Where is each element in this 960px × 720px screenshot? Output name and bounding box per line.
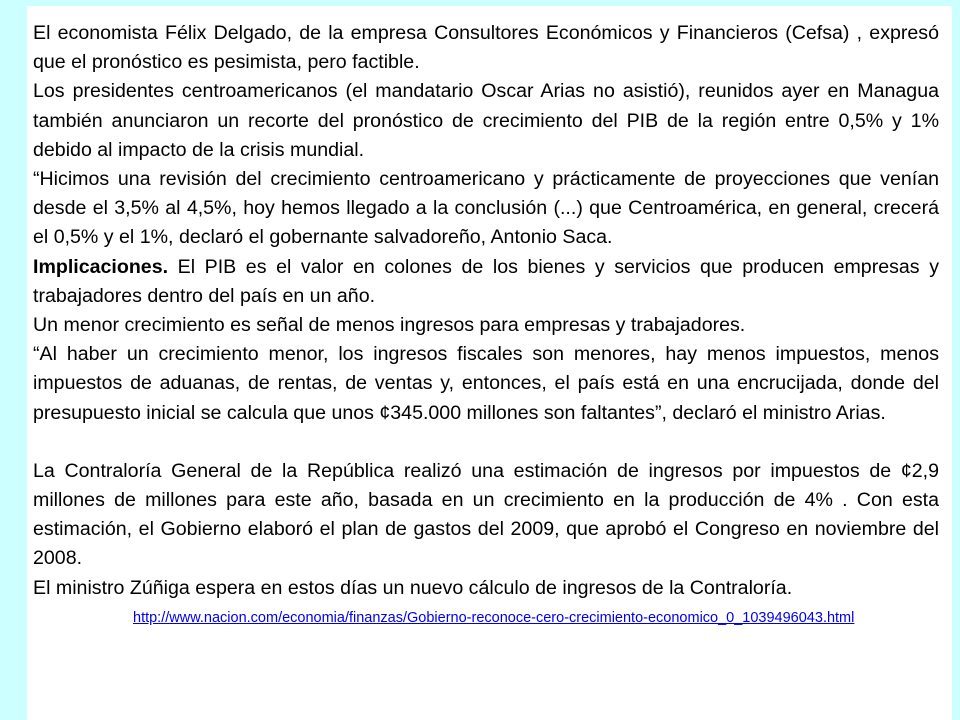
paragraph-zuniga bbox=[33, 574, 939, 603]
paragraph-delgado: El economista Félix Delgado, de la empresa Consultores Económicos y Financieros (Cefsa) , expresó que el pronóstico es pesimista, pero factible. bbox=[33, 22, 939, 74]
paragraph-implications bbox=[33, 253, 939, 311]
article-body bbox=[33, 19, 939, 630]
slide-page bbox=[27, 6, 952, 720]
implications-heading: Implicaciones. bbox=[33, 255, 169, 278]
paragraph-contraloria: La Contraloría General de la República realizó una estimación de ingresos por impuestos de ¢2,9 millones de millones para este año, basada en un crecimiento en la producción de 4% . Con esta estimación, el Gobierno elaboró el plan de gastos del 2009, que aprobó el Congreso en noviembre del 2008. bbox=[33, 459, 939, 570]
zuniga-text: El ministro Zúñiga espera en estos días un nuevo cálculo de ingresos de la Contraloría. bbox=[33, 576, 793, 599]
source-link[interactable]: http://www.nacion.com/economia/finanzas/Gobierno-reconoce-cero-crecimiento-economico_0_1039496043.html bbox=[133, 609, 855, 626]
implications-text: El PIB es el valor en colones de los bienes y servicios que producen empresas y trabajadores dentro del país en un año. bbox=[33, 255, 939, 307]
source-line bbox=[33, 603, 939, 630]
paragraph-saca-quote: “Hicimos una revisión del crecimiento centroamericano y prácticamente de proyecciones que venían desde el 3,5% al 4,5%, hoy hemos llegado a la conclusión (...) que Centroamérica, en general, crecerá el 0,5% y el 1%, declaró el gobernante salvadoreño, Antonio Saca. bbox=[33, 168, 939, 249]
paragraph-presidents: Los presidentes centroamericanos (el mandatario Oscar Arias no asistió), reunidos ayer en Managua también anunciaron un recorte del pronóstico de crecimiento del PIB de la región entre 0,5% y 1% debido al impacto de la crisis mundial. bbox=[33, 80, 939, 161]
paragraph-lower-growth: Un menor crecimiento es señal de menos ingresos para empresas y trabajadores. bbox=[33, 314, 746, 337]
paragraph-arias-quote: “Al haber un crecimiento menor, los ingresos fiscales son menores, hay menos impuestos, menos impuestos de aduanas, de rentas, de ventas y, entonces, el país está en una encrucijada, donde del presupuesto inicial se calcula que unos ¢345.000 millones son faltantes”, declaró el ministro Arias. bbox=[33, 343, 939, 424]
